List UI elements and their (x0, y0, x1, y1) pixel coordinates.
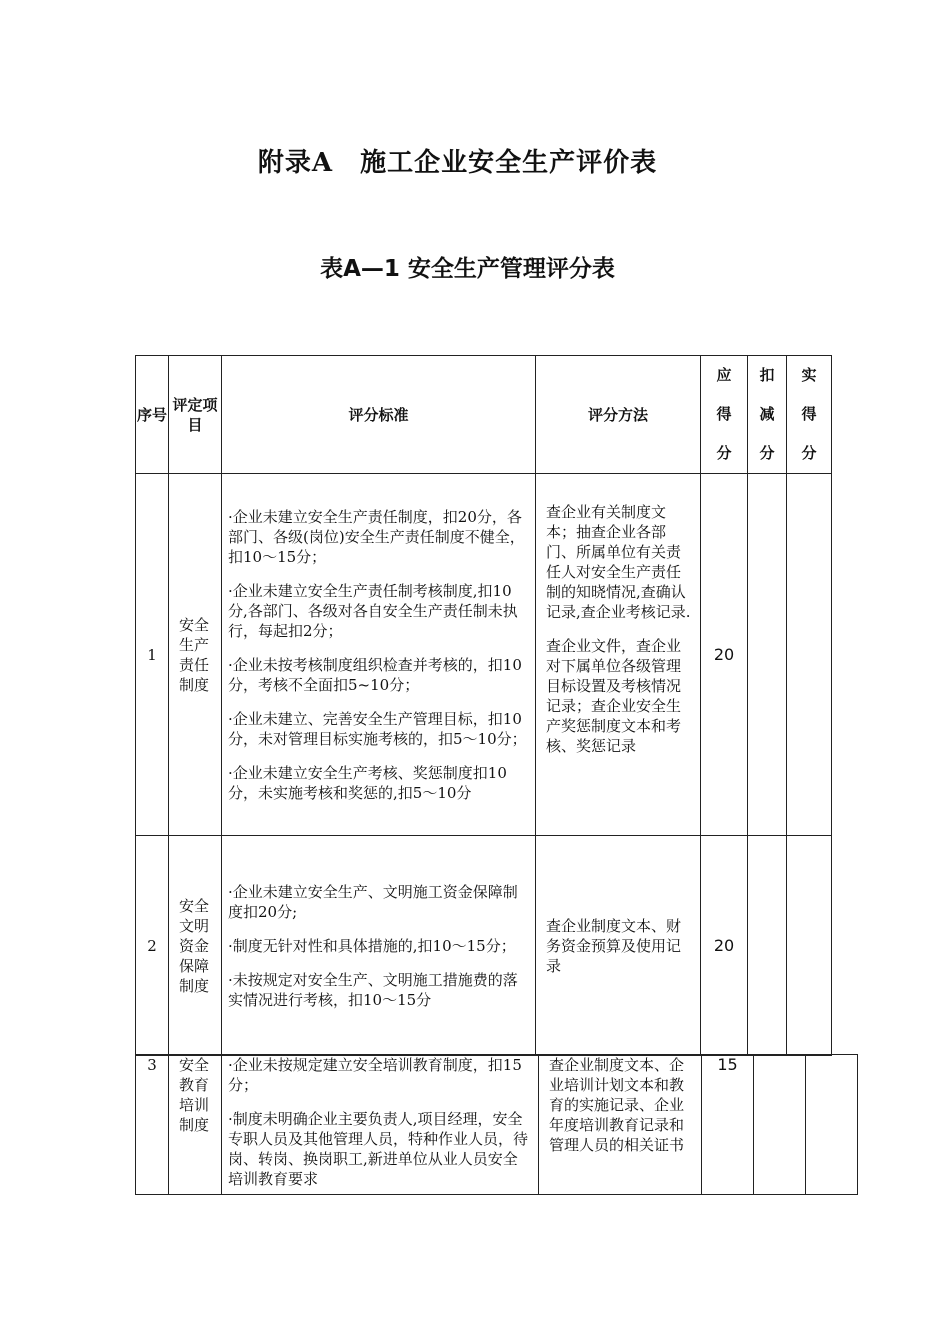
row-item: 安全生产责任制度 (169, 474, 222, 836)
header-due-score: 应 得 分 (701, 356, 748, 474)
table-title: 表A—1 安全生产管理评分表 (320, 256, 615, 282)
header-method: 评分方法 (536, 356, 701, 474)
row-seq: 1 (136, 474, 169, 836)
row-seq: 3 (136, 1055, 169, 1195)
row-deduction (748, 474, 787, 836)
row-due-score: 15 (702, 1055, 754, 1195)
table-row (136, 1055, 858, 1195)
scoring-table (135, 355, 832, 1056)
table-header-row (136, 356, 832, 474)
scoring-table-continued (135, 1054, 858, 1195)
header-criteria: 评分标准 (222, 356, 536, 474)
header-actual-score: 实 得 分 (787, 356, 832, 474)
row-actual-score (806, 1055, 858, 1195)
row-method: 查企业制度文本、企业培训计划文本和教育的实施记录、企业年度培训教育记录和管理人员的相关证书 (539, 1055, 702, 1195)
header-deduction: 扣 减 分 (748, 356, 787, 474)
row-seq: 2 (136, 836, 169, 1056)
header-item: 评定项目 (169, 356, 222, 474)
row-criteria: ·企业未建立安全生产、文明施工资金保障制度扣20分; ·制度无针对性和具体措施的,扣10～15分； ·未按规定对安全生产、文明施工措施费的落实情况进行考核，扣10～15分 (222, 836, 536, 1056)
row-deduction (754, 1055, 806, 1195)
row-criteria: ·企业未按规定建立安全培训教育制度，扣15分； ·制度未明确企业主要负责人,项目经理，安全专职人员及其他管理人员，特种作业人员，待岗、转岗、换岗职工,新进单位从业人员安全培训教育要求 (222, 1055, 539, 1195)
row-due-score: 20 (701, 836, 748, 1056)
row-item: 安全文明资金保障制度 (169, 836, 222, 1056)
row-criteria: ·企业未建立安全生产责任制度，扣20分，各部门、各级(岗位)安全生产责任制度不健全，扣10～15分； ·企业未建立安全生产责任制考核制度,扣10分,各部门、各级对各自安全生产责任制未执行，每起扣2分； ·企业未按考核制度组织检查并考核的，扣10分，考核不全面扣5~10分； ·企业未建立、完善安全生产管理目标，扣10分，未对管理目标实施考核的，扣5～10分； ·企业未建立安全生产考核、奖惩制度扣10分，未实施考核和奖惩的,扣5～10分 (222, 474, 536, 836)
row-method: 查企业有关制度文本；抽查企业各部门、所属单位有关责任人对安全生产责任制的知晓情况,查确认记录,查企业考核记录. 查企业文件，查企业对下属单位各级管理目标设置及考核情况记录；查企业安全生产奖惩制度文本和考核、奖惩记录 (536, 474, 701, 836)
table-row (136, 836, 832, 1056)
header-seq: 序号 (136, 356, 169, 474)
table-row (136, 474, 832, 836)
row-deduction (748, 836, 787, 1056)
row-due-score: 20 (701, 474, 748, 836)
row-method: 查企业制度文本、财务资金预算及使用记录 (536, 836, 701, 1056)
row-actual-score (787, 474, 832, 836)
row-item: 安全教育培训制度 (169, 1055, 222, 1195)
row-actual-score (787, 836, 832, 1056)
appendix-title: 附录A 施工企业安全生产评价表 (257, 148, 658, 178)
